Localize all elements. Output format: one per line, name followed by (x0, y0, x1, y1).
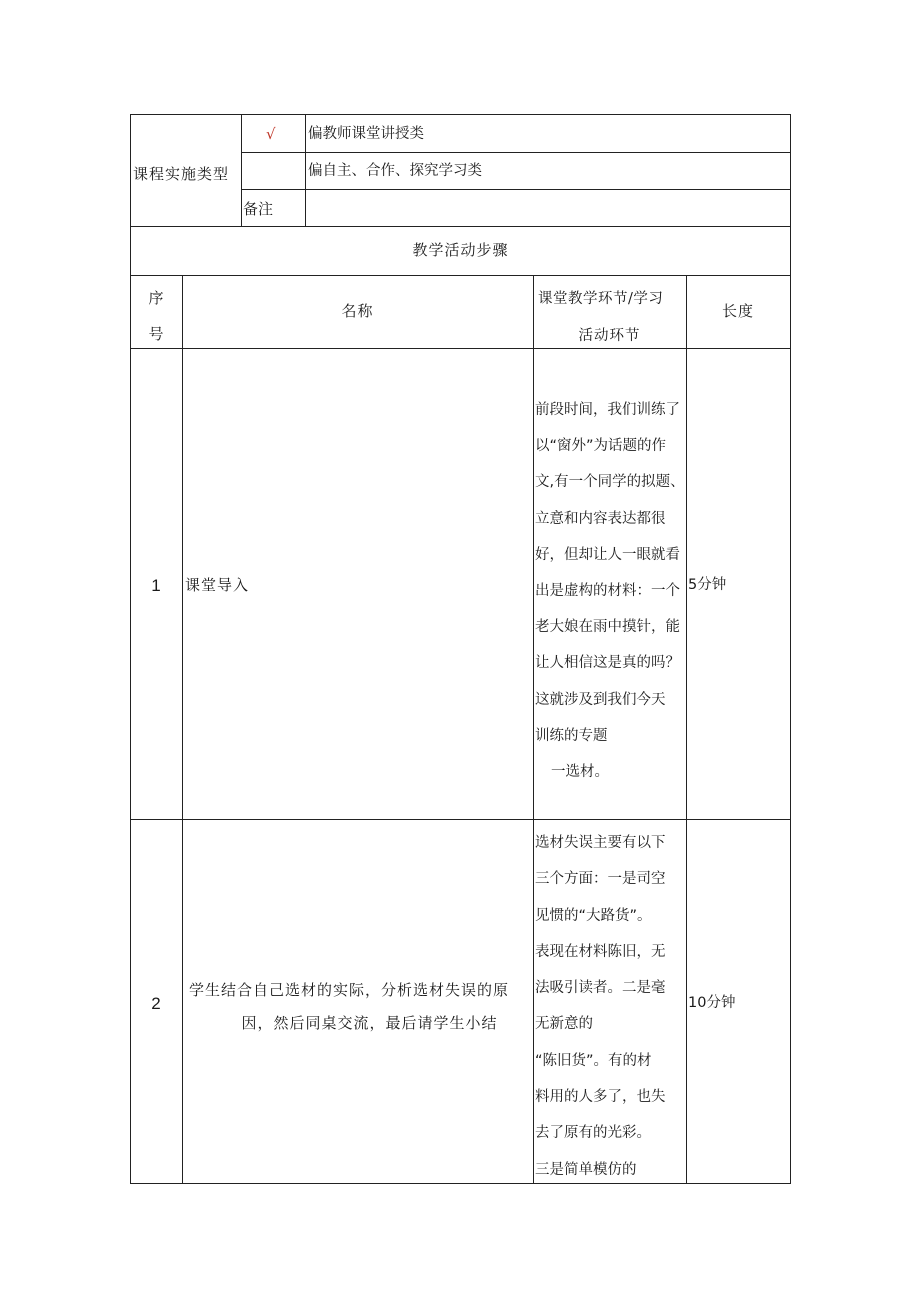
row1-stage-line: 一选材。 (551, 764, 609, 781)
table-rule (130, 226, 791, 227)
table-border-bottom (130, 1183, 791, 1184)
row1-stage-line: 好，但却让人一眼就看 (535, 546, 680, 563)
row1-name: 课堂导入 (185, 576, 250, 594)
row1-duration: 5分钟 (688, 577, 727, 593)
table-border-left (130, 114, 131, 1184)
header-seq-line1: 序 (148, 289, 164, 307)
table-rule (533, 275, 534, 1183)
row2-stage-line: 去了原有的光彩。 (535, 1125, 651, 1142)
row1-stage-line: 立意和内容表达都很 (535, 510, 666, 527)
row2-stage-text (535, 825, 666, 1188)
row1-stage-line: 训练的专题 (535, 727, 608, 744)
row2-stage-line: 见惯的“大路货”。 (535, 907, 652, 924)
table-rule (130, 275, 791, 276)
row1-seq: 1 (151, 576, 161, 595)
row2-stage-line: 三个方面：一是司空 (535, 871, 666, 888)
table-rule (686, 275, 687, 1183)
row2-stage-line: 表现在材料陈旧，无 (535, 943, 666, 960)
row1-stage-line: 前段时间，我们训练了 (535, 402, 680, 418)
table-rule (305, 114, 306, 226)
row2-stage-line: 选材失误主要有以下 (535, 835, 666, 851)
header-stage-line2: 活动环节 (578, 328, 641, 344)
checkmark-icon: √ (266, 125, 276, 143)
course-type-label: 课程实施类型 (133, 165, 230, 183)
row2-name-line1: 学生结合自己选材的实际，分析选材失误的原 (189, 981, 510, 999)
option-teacher-lecture: 偏教师课堂讲授类 (308, 126, 424, 142)
row1-stage-text (535, 392, 685, 790)
option-self-study: 偏自主、合作、探究学习类 (308, 163, 482, 179)
table-border-top (130, 114, 791, 115)
table-border-right (790, 114, 791, 1184)
row1-stage-line: 出是虚构的材料：一个 (535, 583, 680, 600)
row2-stage-line: 三是简单模仿的 (535, 1161, 637, 1178)
row1-stage-line: 以“窗外”为话题的作 (535, 438, 667, 455)
row2-duration: 10分钟 (688, 995, 736, 1011)
header-seq-line2: 号 (148, 325, 164, 343)
row1-stage-line: 这就涉及到我们今天 (535, 691, 666, 708)
header-name: 名称 (341, 302, 374, 320)
row1-stage-line: 老大娘在雨中摸针，能 (535, 619, 680, 636)
row2-stage-line: “陈旧货”。有的材 (535, 1052, 652, 1069)
table-rule (241, 114, 242, 226)
table-rule (130, 819, 791, 820)
remark-label: 备注 (243, 200, 274, 218)
table-rule (241, 189, 791, 190)
row1-stage-line: 文,有一个同学的拟题、 (535, 474, 685, 491)
table-rule (130, 348, 791, 349)
table-rule (241, 152, 791, 153)
header-duration: 长度 (721, 302, 754, 320)
row2-name-line2: 因，然后同桌交流，最后请学生小结 (241, 1014, 498, 1032)
row2-seq: 2 (151, 994, 161, 1013)
row2-stage-line: 法吸引读者。二是毫 (535, 980, 666, 997)
row1-stage-line: 让人相信这是真的吗？ (535, 655, 680, 672)
row2-stage-line: 无新意的 (535, 1016, 593, 1033)
header-stage-line1: 课堂教学环节/学习 (538, 291, 664, 307)
section-title: 教学活动步骤 (412, 241, 509, 259)
row2-stage-line: 料用的人多了，也失 (535, 1089, 666, 1106)
table-rule (182, 275, 183, 1183)
